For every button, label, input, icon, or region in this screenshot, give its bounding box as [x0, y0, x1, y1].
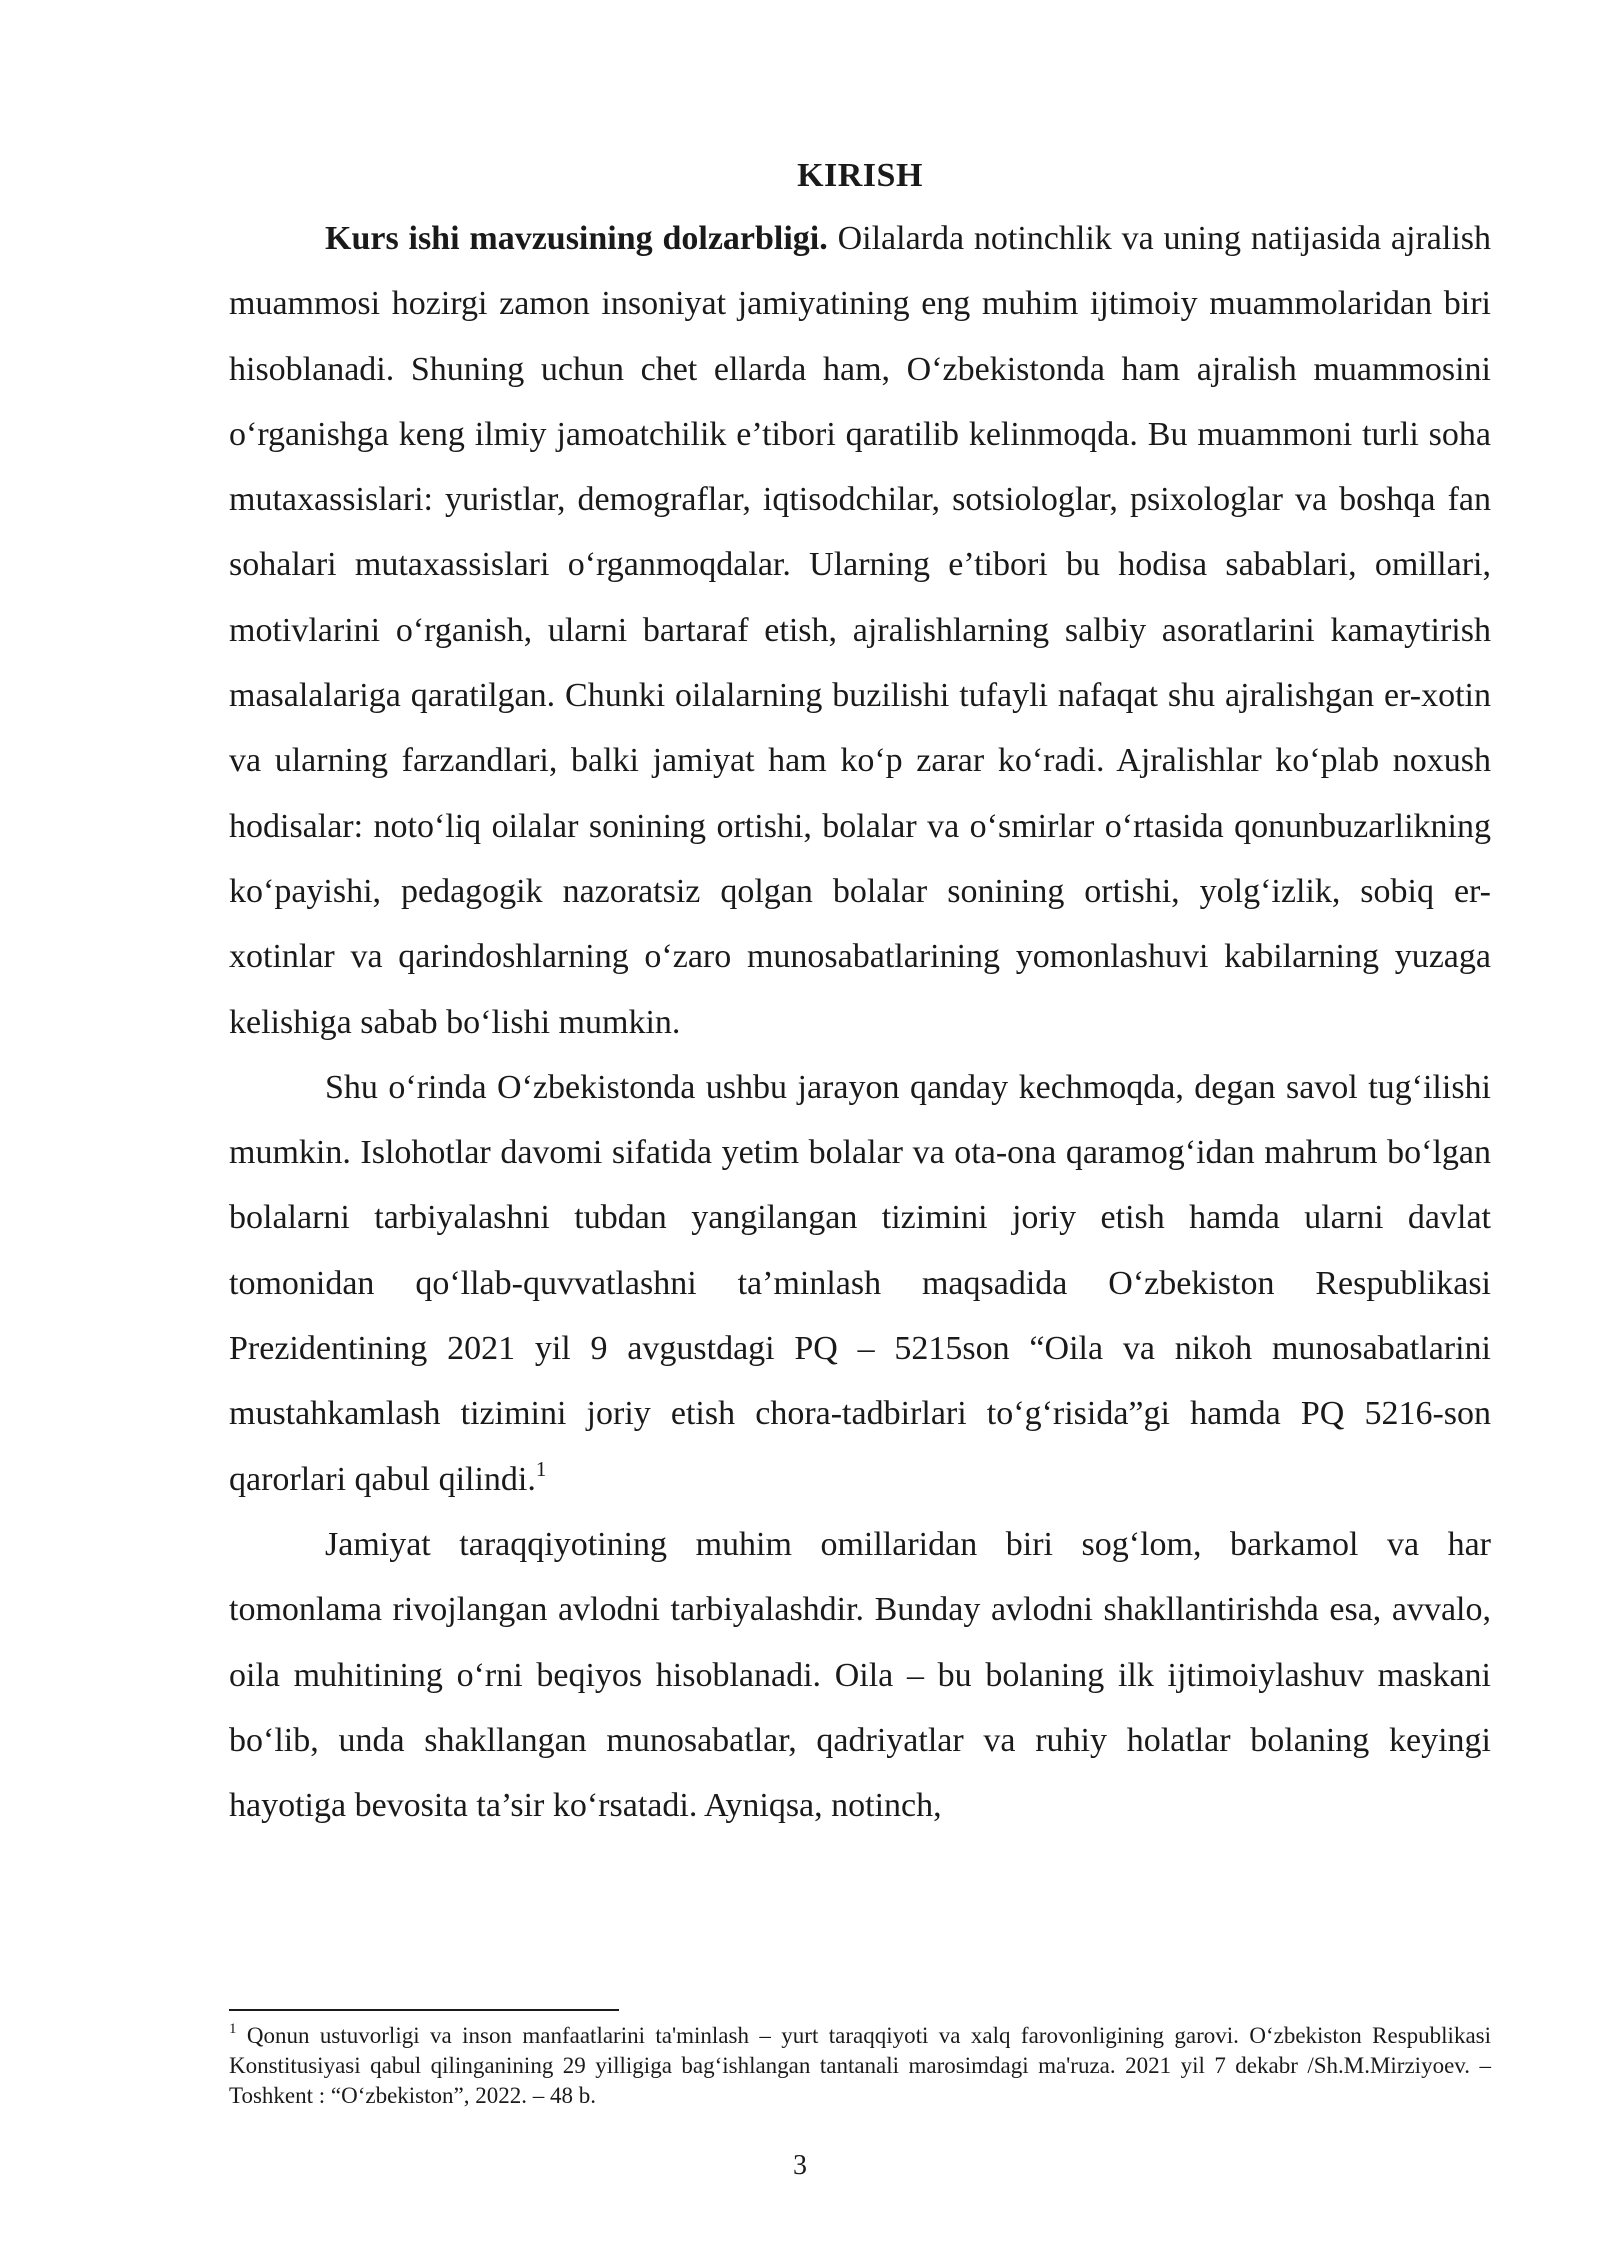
paragraph-family [229, 1512, 1491, 1838]
footnote-reference[interactable]: 1 [535, 1456, 547, 1481]
paragraph-text: Oilalarda notinchlik va uning natijasida ajralish muammosi hozirgi zamon insoniyat jamiyatining eng muhim ijtimoiy muammolaridan biri hisoblanadi. Shuning uchun chet ellarda ham, Oʻzbekistonda ham ajralish muammosini oʻrganishga keng ilmiy jamoatchilik e’tibori qaratilib kelinmoqda. Bu muammoni turli soha mutaxassislari: yuristlar, demograflar, iqtisodchilar, sotsiologlar, psixologlar va boshqa fan sohalari mutaxassislari oʻrganmoqdalar. Ularning e’tibori bu hodisa sabablari, omillari, motivlarini oʻrganish, ularni bartaraf etish, ajralishlarning salbiy asoratlarini kamaytirish masalalariga qaratilgan. Chunki oilalarning buzilishi tufayli nafaqat shu ajralishgan er-xotin va ularning farzandlari, balki jamiyat ham koʻp zarar koʻradi. Ajralishlar koʻplab noxush hodisalar: notoʻliq oilalar sonining ortishi, bolalar va oʻsmirlar oʻrtasida qonunbuzarlikning koʻpayishi, pedagogik nazoratsiz qolgan bolalar sonining ortishi, yolgʻizlik, sobiq er-xotinlar va qarindoshlarning oʻzaro munosabatlarining yomonlashuvi kabilarning yuzaga kelishiga sabab boʻlishi mumkin. [229, 220, 1492, 1041]
paragraph-text: Jamiyat taraqqiyotining muhim omillaridan biri sogʻlom, barkamol va har tomonlama rivojlangan avlodni tarbiyalashdir. Bunday avlodni shakllantirishda esa, avvalo, oila muhitining oʻrni beqiyos hisoblanadi. Oila – bu bolaning ilk ijtimoiylashuv maskani boʻlib, unda shakllangan munosabatlar, qadriyatlar va ruhiy holatlar bolaning keyingi hayotiga bevosita ta’sir koʻrsatadi. Ayniqsa, notinch, [229, 1525, 1491, 1825]
section-heading: KIRISH [797, 157, 923, 194]
footnote-marker: 1 [229, 2021, 237, 2037]
paragraph-uzbekistan [229, 1055, 1491, 1512]
paragraph-relevance [229, 206, 1491, 1055]
footnote-text: Qonun ustuvorligi va inson manfaatlarini ta'minlash – yurt taraqqiyoti va xalq farovonligining garovi. Oʻzbekiston Respublikasi Konstitusiyasi qabul qilinganining 29 yilligiga bagʻishlangan tantanali marosimdagi ma'ruza. 2021 yil 7 dekabr /Sh.M.Mirziyoev. – Toshkent : “Oʻzbekiston”, 2022. – 48 b. [229, 2023, 1491, 2108]
body-text [229, 146, 1491, 1838]
paragraph-text: Shu oʻrinda Oʻzbekistonda ushbu jarayon qanday kechmoqda, degan savol tugʻilishi mumkin. Islohotlar davomi sifatida yetim bolalar va ota-ona qaramogʻidan mahrum boʻlgan bolalarni tarbiyalashni tubdan yangilangan tizimini joriy etish hamda ularni davlat tomonidan qoʻllab-quvvatlashni ta’minlash maqsadida Oʻzbekiston Respublikasi Prezidentining 2021 yil 9 avgustdagi PQ – 5215son “Oila va nikoh munosabatlarini mustahkamlash tizimini joriy etish chora-tadbirlari toʻgʻrisida”gi hamda PQ 5216-son qarorlari qabul qilindi. [229, 1068, 1491, 1498]
footnote [229, 2021, 1491, 2111]
page-number: 3 [793, 2150, 807, 2181]
paragraph-lead: Kurs ishi mavzusining dolzarbligi. [325, 220, 828, 257]
footnote-separator [229, 2009, 619, 2011]
